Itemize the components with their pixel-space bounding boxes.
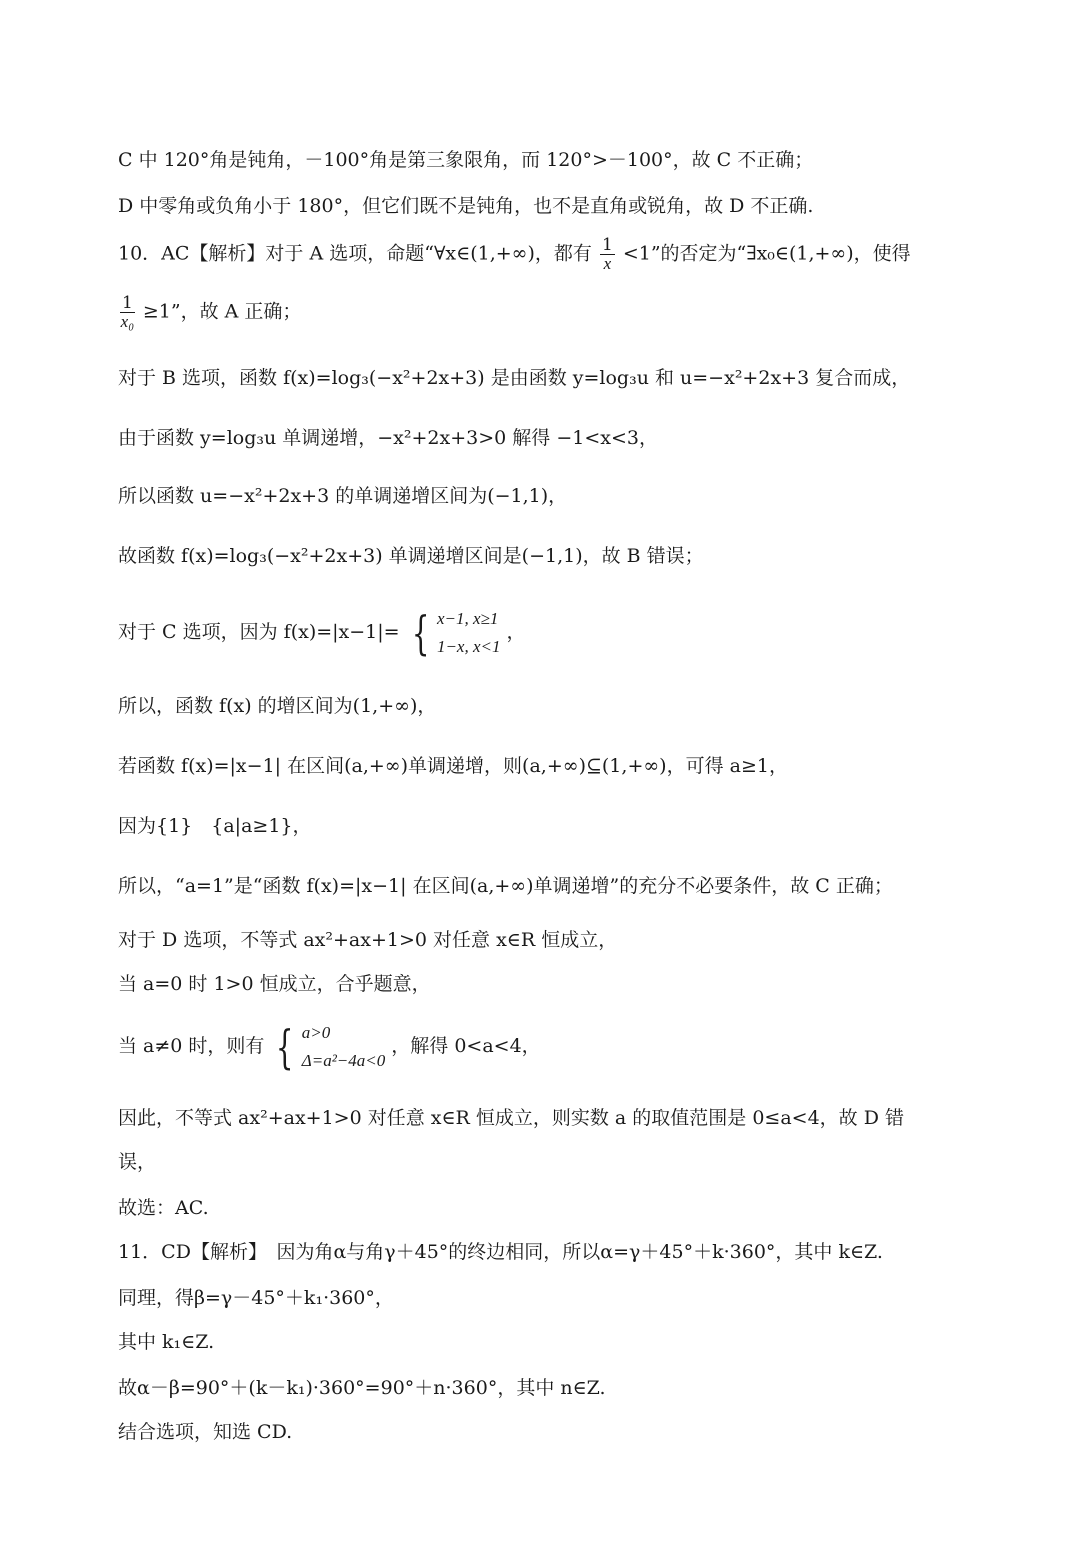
text-line — [118, 294, 968, 331]
text-segment: 当 a≠0 时，则有 — [118, 1035, 265, 1057]
brace-glyph: { — [276, 1020, 294, 1074]
system-row: 1−x, x<1 — [436, 637, 501, 656]
fraction — [600, 236, 615, 273]
system-rows — [437, 605, 501, 661]
text-line: 对于 B 选项，函数 f(x)=log₃(−x²+2x+3) 是由函数 y=log₃u 和 u=−x²+2x+3 复合而成， — [118, 367, 911, 389]
text-segment: 对于 C 选项，因为 f(x)=|x−1|= — [118, 621, 400, 643]
text-line: 11．CD【解析】 因为角α与角γ＋45°的终边相同，所以α=γ＋45°＋k·360°，其中 k∈Z. — [118, 1241, 883, 1263]
text-line: 所以函数 u=−x²+2x+3 的单调递增区间为(−1,1)， — [118, 485, 568, 507]
text-segment: ， — [506, 621, 526, 643]
text-segment: ≥1”，故 A 正确； — [142, 300, 302, 323]
text-line: 当 a=0 时 1>0 恒成立，合乎题意， — [118, 973, 431, 995]
text-line: 由于函数 y=log₃u 单调递增，−x²+2x+3>0 解得 −1<x<3， — [118, 427, 658, 449]
system-rows — [302, 1019, 386, 1075]
inequality-system — [270, 1019, 385, 1075]
text-line: C 中 120°角是钝角，－100°角是第三象限角，而 120°>－100°，故 C 不正确； — [118, 149, 814, 171]
text-line: 其中 k₁∈Z. — [118, 1331, 215, 1353]
text-line: 若函数 f(x)=|x−1| 在区间(a,+∞)单调递增，则(a,+∞)⊆(1,+∞)，可得 a≥1， — [118, 755, 788, 777]
fraction — [120, 294, 135, 331]
text-line: 故选：AC. — [118, 1197, 209, 1219]
fraction-denominator: x₀ — [120, 312, 135, 331]
text-line: 因此，不等式 ax²+ax+1>0 对任意 x∈R 恒成立，则实数 a 的取值范围是 0≤a<4，故 D 错 — [118, 1107, 904, 1129]
text-line: 因为{1} {a|a≥1}， — [118, 815, 312, 837]
text-segment: 10．AC【解析】对于 A 选项，命题“∀x∈(1,+∞)，都有 — [118, 242, 592, 265]
text-segment: <1”的否定为“∃x₀∈(1,+∞)，使得 — [622, 242, 911, 265]
text-line: 结合选项，知选 CD. — [118, 1421, 293, 1443]
text-line: 故函数 f(x)=log₃(−x²+2x+3) 单调递增区间是(−1,1)，故 B 错误； — [118, 545, 704, 567]
text-line — [118, 604, 968, 661]
text-segment: ，解得 0<a<4， — [391, 1035, 541, 1057]
text-line — [118, 1018, 968, 1075]
text-line: 误， — [118, 1151, 157, 1173]
brace-glyph: { — [411, 606, 430, 660]
system-row: a>0 — [301, 1023, 331, 1042]
fraction-denominator: x — [603, 254, 612, 273]
text-line: 故α－β=90°＋(k－k₁)·360°=90°＋n·360°，其中 n∈Z. — [118, 1377, 606, 1399]
fraction-numerator: 1 — [122, 293, 133, 313]
text-line: D 中零角或负角小于 180°，但它们既不是钝角，也不是直角或锐角，故 D 不正确. — [118, 195, 814, 217]
text-line — [118, 236, 968, 273]
text-line: 同理，得β=γ－45°＋k₁·360°， — [118, 1287, 394, 1309]
text-line: 所以，函数 f(x) 的增区间为(1,+∞)， — [118, 695, 437, 717]
fraction-numerator: 1 — [601, 235, 613, 255]
system-row: Δ=a²−4a<0 — [301, 1051, 386, 1070]
piecewise-system — [406, 605, 501, 661]
text-line: 对于 D 选项，不等式 ax²+ax+1>0 对任意 x∈R 恒成立， — [118, 929, 618, 951]
text-line: 所以，“a=1”是“函数 f(x)=|x−1| 在区间(a,+∞)单调递增”的充分不必要条件，故 C 正确； — [118, 875, 893, 897]
system-row: x−1, x≥1 — [436, 609, 499, 628]
